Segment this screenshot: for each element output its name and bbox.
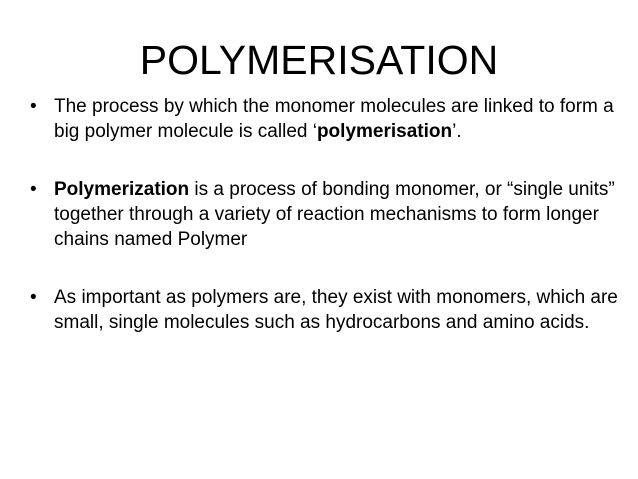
bullet-text-post: is a process of bonding monomer, or “single units” together through a variety of reaction mechanisms to form longer chains named Polymer: [54, 179, 615, 250]
bullet-item-2: [30, 177, 620, 252]
slide-title: POLYMERISATION: [139, 37, 499, 83]
bullet-marker: •: [30, 179, 37, 200]
bullet-marker: •: [30, 287, 37, 308]
bullet-item-1: [30, 94, 620, 144]
bullet-marker: •: [30, 96, 37, 117]
bullet-list: [30, 94, 620, 335]
bullet-text-pre: The process by which the monomer molecules are linked to form a big polymer molecule is called ‘: [54, 96, 614, 142]
bullet-item-3: [30, 285, 620, 335]
bullet-text-bold: Polymerization: [54, 179, 190, 200]
bullet-text-pre: As important as polymers are, they exist with monomers, which are small, single molecules such as hydrocarbons and amino acids.: [54, 287, 618, 333]
bullet-text-post: ’.: [452, 121, 462, 142]
bullet-text-bold: polymerisation: [316, 121, 453, 142]
